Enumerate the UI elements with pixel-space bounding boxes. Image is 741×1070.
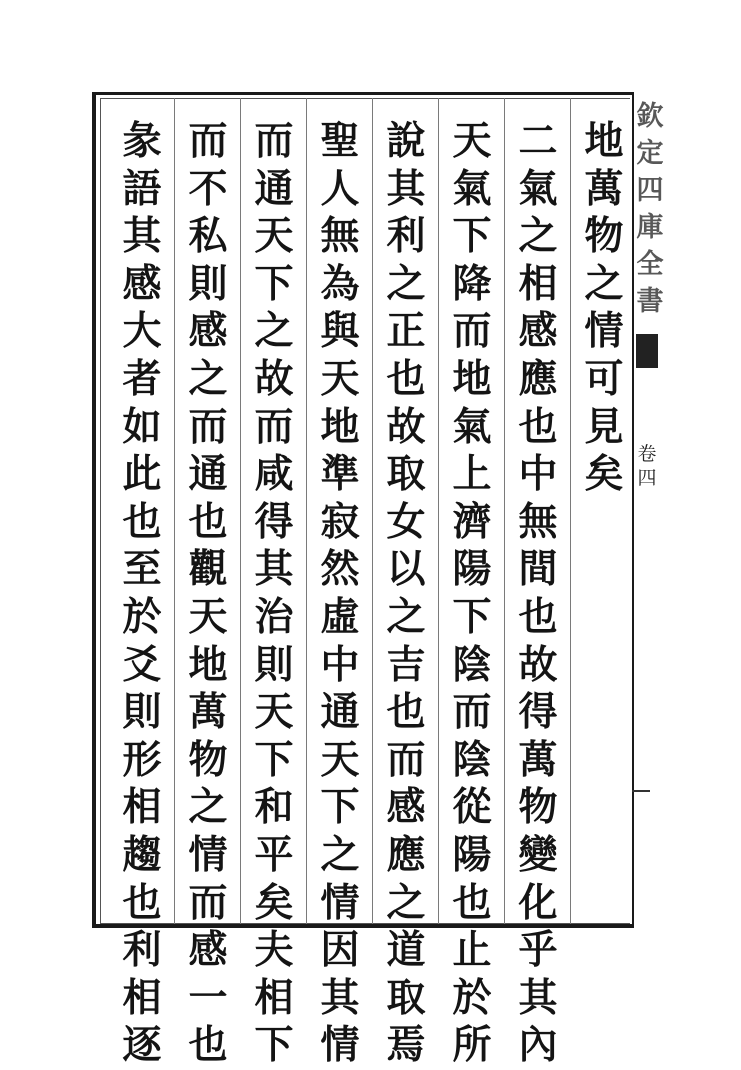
glyph: 下: [254, 260, 294, 307]
glyph: 相: [254, 974, 294, 1021]
glyph: 也: [386, 355, 426, 402]
glyph: 相: [518, 260, 558, 307]
text-column: [514, 118, 562, 1070]
glyph: 濟: [452, 498, 492, 545]
glyph: 則: [254, 641, 294, 688]
glyph: 之: [386, 260, 426, 307]
glyph: 準: [320, 451, 360, 498]
glyph: 四: [636, 175, 664, 206]
glyph: 之: [188, 784, 228, 831]
glyph: 欽: [636, 101, 664, 132]
glyph: 也: [122, 879, 162, 926]
glyph: 從: [452, 784, 492, 831]
glyph: 以: [386, 546, 426, 593]
glyph: 情: [320, 879, 360, 926]
glyph: 間: [518, 546, 558, 593]
glyph: 物: [188, 736, 228, 783]
column-rule: [174, 98, 175, 924]
glyph: 私: [188, 213, 228, 260]
glyph: 氣: [518, 165, 558, 212]
glyph: 氣: [452, 403, 492, 450]
glyph: 可: [584, 355, 624, 402]
glyph: 之: [518, 213, 558, 260]
glyph: 情: [584, 308, 624, 355]
glyph: 陰: [452, 641, 492, 688]
glyph: 感: [386, 784, 426, 831]
glyph: 內: [518, 1022, 558, 1069]
glyph: 其: [122, 213, 162, 260]
glyph: 之: [386, 593, 426, 640]
glyph: 則: [188, 260, 228, 307]
glyph: 定: [636, 138, 664, 169]
glyph: 四: [637, 467, 657, 489]
glyph: 陰: [452, 736, 492, 783]
glyph: 故: [254, 355, 294, 402]
glyph: 之: [386, 879, 426, 926]
glyph: 逐: [122, 1022, 162, 1069]
glyph: 利: [122, 927, 162, 974]
glyph: 語: [122, 165, 162, 212]
glyph: 於: [122, 593, 162, 640]
glyph: 而: [452, 308, 492, 355]
glyph: 陽: [452, 831, 492, 878]
glyph: 之: [584, 260, 624, 307]
glyph: 之: [254, 308, 294, 355]
glyph: 道: [386, 927, 426, 974]
glyph: 下: [452, 593, 492, 640]
glyph: 萬: [518, 736, 558, 783]
glyph: 之: [320, 831, 360, 878]
margin-volume-label: [634, 442, 660, 490]
glyph: 地: [320, 403, 360, 450]
glyph: 天: [188, 593, 228, 640]
glyph: 而: [452, 689, 492, 736]
glyph: 通: [320, 689, 360, 736]
margin-tick: [632, 790, 650, 792]
glyph: 大: [122, 308, 162, 355]
glyph: 爻: [122, 641, 162, 688]
glyph: 物: [584, 213, 624, 260]
glyph: 地: [584, 118, 624, 164]
glyph: 形: [122, 736, 162, 783]
glyph: 天: [452, 118, 492, 164]
glyph: 下: [320, 784, 360, 831]
glyph: 無: [320, 213, 360, 260]
column-rule: [240, 98, 241, 924]
glyph: 治: [254, 593, 294, 640]
column-rule: [438, 98, 439, 924]
text-column: [316, 118, 364, 1070]
glyph: 趨: [122, 831, 162, 878]
glyph: 而: [188, 403, 228, 450]
glyph: 則: [122, 689, 162, 736]
glyph: 也: [188, 1022, 228, 1069]
text-column: [382, 118, 430, 1070]
glyph: 情: [188, 831, 228, 878]
glyph: 地: [452, 355, 492, 402]
glyph: 天: [254, 689, 294, 736]
glyph: 所: [452, 1022, 492, 1069]
glyph: 二: [518, 118, 558, 164]
column-rule: [570, 98, 571, 924]
text-column: [118, 118, 166, 1070]
glyph: 乎: [518, 927, 558, 974]
glyph: 彖: [122, 118, 162, 164]
glyph: 相: [122, 974, 162, 1021]
glyph: 氣: [452, 165, 492, 212]
glyph: 故: [518, 641, 558, 688]
glyph: 萬: [188, 689, 228, 736]
glyph: 與: [320, 308, 360, 355]
glyph: 寂: [320, 498, 360, 545]
glyph: 物: [518, 784, 558, 831]
glyph: 利: [386, 213, 426, 260]
glyph: 也: [452, 879, 492, 926]
glyph: 聖: [320, 118, 360, 164]
text-column: [448, 118, 496, 1070]
column-rule: [372, 98, 373, 924]
glyph: 其: [518, 974, 558, 1021]
glyph: 平: [254, 831, 294, 878]
glyph: 下: [254, 736, 294, 783]
glyph: 而: [386, 736, 426, 783]
glyph: 感: [518, 308, 558, 355]
glyph: 全: [636, 249, 664, 280]
glyph: 感: [122, 260, 162, 307]
glyph: 取: [386, 451, 426, 498]
glyph: 天: [320, 736, 360, 783]
glyph: 而: [188, 879, 228, 926]
text-column: [184, 118, 232, 1070]
margin-book-title: [636, 98, 664, 320]
glyph: 見: [584, 403, 624, 450]
column-rule: [504, 98, 505, 924]
glyph: 因: [320, 927, 360, 974]
glyph: 而: [254, 403, 294, 450]
glyph: 感: [188, 308, 228, 355]
glyph: 萬: [584, 165, 624, 212]
glyph: 降: [452, 260, 492, 307]
glyph: 然: [320, 546, 360, 593]
glyph: 應: [518, 355, 558, 402]
glyph: 庫: [636, 212, 664, 243]
glyph: 焉: [386, 1022, 426, 1069]
glyph: 天: [320, 355, 360, 402]
glyph: 下: [452, 213, 492, 260]
glyph: 說: [386, 118, 426, 164]
glyph: 不: [188, 165, 228, 212]
fish-tail-mark: [636, 334, 658, 368]
glyph: 也: [518, 403, 558, 450]
glyph: 通: [188, 451, 228, 498]
glyph: 其: [386, 165, 426, 212]
glyph: 天: [254, 213, 294, 260]
glyph: 此: [122, 451, 162, 498]
glyph: 而: [188, 118, 228, 164]
glyph: 應: [386, 831, 426, 878]
glyph: 矣: [254, 879, 294, 926]
glyph: 陽: [452, 546, 492, 593]
glyph: 故: [386, 403, 426, 450]
text-column: [580, 118, 628, 499]
glyph: 為: [320, 260, 360, 307]
glyph: 人: [320, 165, 360, 212]
glyph: 吉: [386, 641, 426, 688]
glyph: 情: [320, 1022, 360, 1069]
glyph: 女: [386, 498, 426, 545]
glyph: 虛: [320, 593, 360, 640]
glyph: 而: [254, 118, 294, 164]
glyph: 如: [122, 403, 162, 450]
glyph: 觀: [188, 546, 228, 593]
glyph: 無: [518, 498, 558, 545]
glyph: 和: [254, 784, 294, 831]
glyph: 也: [386, 689, 426, 736]
glyph: 夫: [254, 927, 294, 974]
glyph: 其: [254, 546, 294, 593]
glyph: 取: [386, 974, 426, 1021]
glyph: 中: [518, 451, 558, 498]
glyph: 也: [188, 498, 228, 545]
glyph: 得: [254, 498, 294, 545]
column-rule: [306, 98, 307, 924]
glyph: 得: [518, 689, 558, 736]
glyph: 相: [122, 784, 162, 831]
glyph: 者: [122, 355, 162, 402]
glyph: 一: [188, 974, 228, 1021]
glyph: 書: [636, 286, 664, 317]
glyph: 卷: [637, 443, 657, 465]
glyph: 正: [386, 308, 426, 355]
glyph: 通: [254, 165, 294, 212]
glyph: 至: [122, 546, 162, 593]
glyph: 也: [518, 593, 558, 640]
text-column: [250, 118, 298, 1070]
glyph: 下: [254, 1022, 294, 1069]
glyph: 之: [188, 355, 228, 402]
glyph: 咸: [254, 451, 294, 498]
glyph: 變: [518, 831, 558, 878]
glyph: 感: [188, 927, 228, 974]
glyph: 於: [452, 974, 492, 1021]
glyph: 地: [188, 641, 228, 688]
glyph: 上: [452, 451, 492, 498]
glyph: 化: [518, 879, 558, 926]
glyph: 其: [320, 974, 360, 1021]
glyph: 也: [122, 498, 162, 545]
glyph: 矣: [584, 451, 624, 498]
glyph: 中: [320, 641, 360, 688]
glyph: 止: [452, 927, 492, 974]
